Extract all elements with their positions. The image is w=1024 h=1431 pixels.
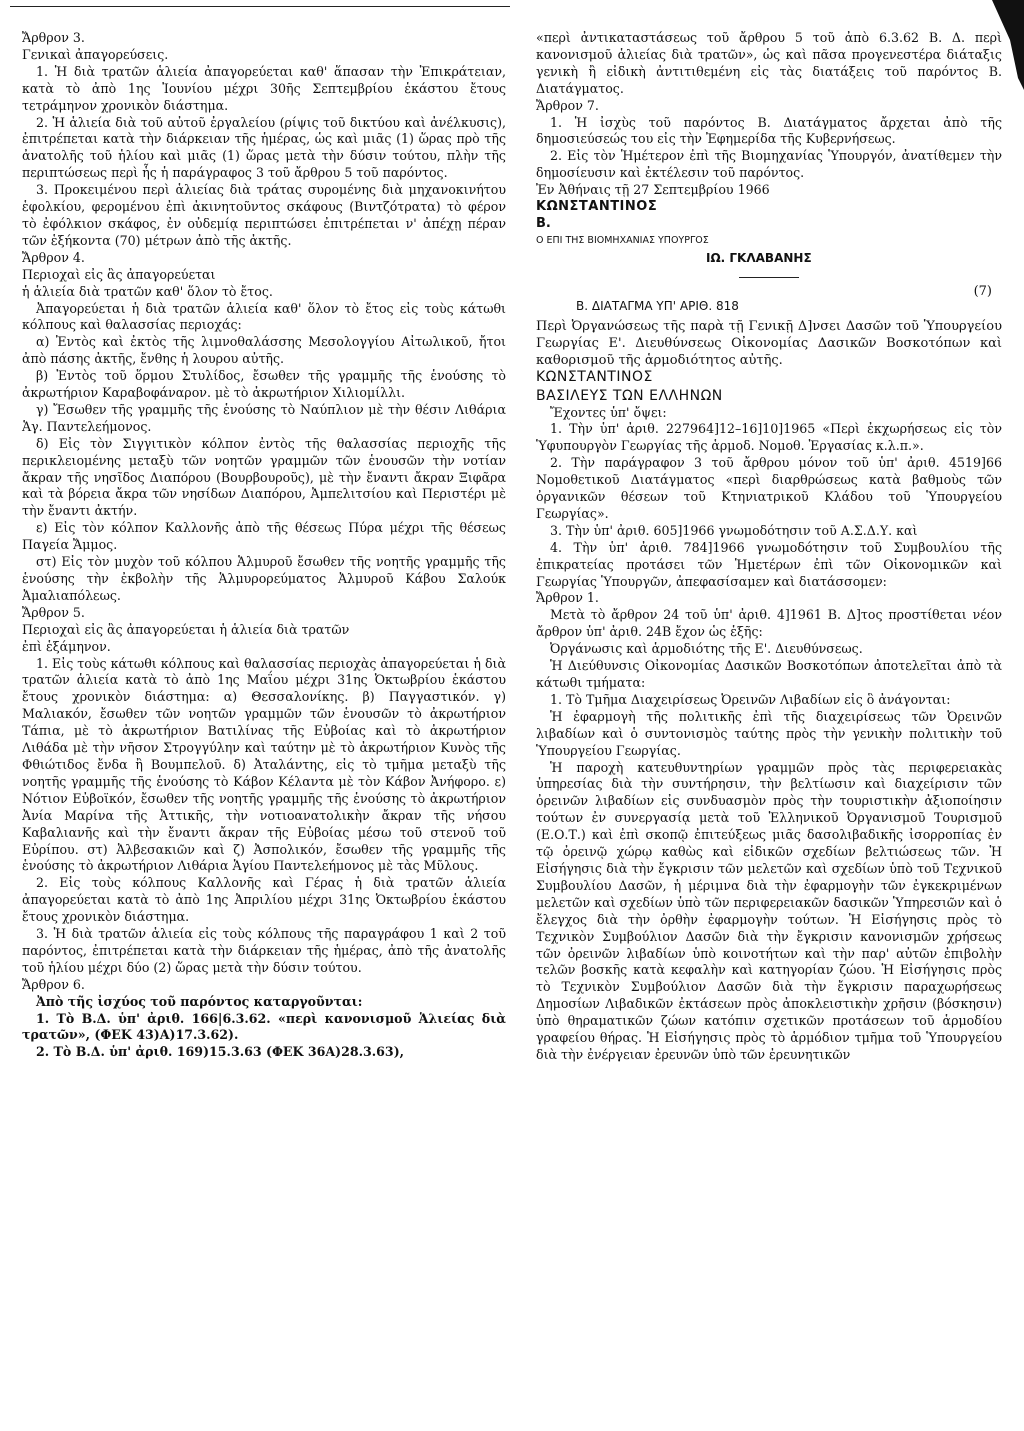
consideration-item: 1. Τὴν ὑπ' ἀριθ. 227964]12–16]10]1965 «Περὶ ἐκχωρήσεως εἰς τὸν Ὑφυπουργὸν Γεωργίας τῆς ἁρμοδ. Νομοθ. Ἐργασίας κ.λ.π.».	[536, 421, 1002, 454]
article-1-heading: Ἄρθρον 1.	[536, 590, 599, 606]
header-rule	[10, 6, 510, 7]
article-7-paragraph: 2. Εἰς τὸν Ἡμέτερον ἐπὶ τῆς Βιομηχανίας Ὑπουργόν, ἀνατίθεμεν τὴν δημοσίευσιν καὶ ἐκτέλεσιν τοῦ παρόντος.	[536, 148, 1002, 181]
decree-header	[536, 284, 1002, 318]
article-5-paragraph: 3. Ἡ διὰ τρατῶν ἁλιεία εἰς τοὺς κόλπους τῆς παραγράφου 1 καὶ 2 τοῦ παρόντος, ἐπιτρέπεται κατὰ τὴν διάρκειαν τῆς ἡμέρας, ἀπὸ τῆς ἀνατολῆς τοῦ ἡλίου μέχρι δύο (2) ὥρας μετὰ τὴν δύσιν τούτου.	[22, 926, 506, 975]
scan-edge-mark	[992, 0, 1024, 90]
article-6-item: 1. Τὸ Β.Δ. ὑπ' ἀριθ. 166|6.3.62. «περὶ κανονισμοῦ Ἁλιείας διὰ τρατῶν», (ΦΕΚ 43)Α)17.3.62).	[22, 1010, 506, 1043]
article-4-item: ε) Εἰς τὸν κόλπον Καλλονῆς ἀπὸ τῆς θέσεως Πύρα μέχρι τῆς θέσεως Παγεία Ἄμμος.	[22, 520, 506, 553]
article-7-paragraph: 1. Ἡ ἰσχὺς τοῦ παρόντος Β. Διατάγματος ἄρχεται ἀπὸ τῆς δημοσιεύσεώς του εἰς τὴν Ἐφημερίδα τῆς Κυβερνήσεως.	[536, 114, 1002, 147]
section-separator	[739, 277, 799, 278]
article-7-heading: Ἄρθρον 7.	[536, 97, 599, 113]
article-5-subheading: Περιοχαὶ εἰς ἃς ἀπαγορεύεται ἡ ἁλιεία διὰ τρατῶν	[22, 621, 350, 637]
article-3-paragraph: 3. Προκειμένου περὶ ἁλιείας διὰ τράτας συρομένης διὰ μηχανοκινήτου ἑφολκίου, φερομένου ἐπὶ ἀκινητοῦντος σκάφους (Βιντζότρατα) τὸ φέρον τὸ ἐφόλκιον σκάφος, ἐν οὐδεμίᾳ περιπτώσει ἐπιτρέπεται ν' ἀπέχῃ πέραν τῶν ἑξήκοντα (70) μέτρων ἀπὸ τῆς ἀκτῆς.	[22, 182, 506, 248]
article-4-subheading: Περιοχαὶ εἰς ἃς ἀπαγορεύεται	[22, 266, 216, 282]
article-6-subheading: Ἀπὸ τῆς ἰσχύος τοῦ παρόντος καταργοῦνται:	[36, 993, 363, 1009]
article-5-heading: Ἄρθρον 5.	[22, 604, 85, 620]
article-1-paragraph: 1. Τὸ Τμῆμα Διαχειρίσεως Ὀρεινῶν Λιβαδίων εἰς ὃ ἀνάγονται:	[550, 691, 951, 707]
article-6-heading: Ἄρθρον 6.	[22, 976, 85, 992]
article-1-paragraph: Ἡ ἐφαρμογὴ τῆς πολιτικῆς ἐπὶ τῆς διαχειρίσεως τῶν Ὀρεινῶν λιβαδίων καὶ ὁ συντονισμὸς ταύτης πρὸς τὴν γενικὴν πολιτικὴν τοῦ Ὑπουργείου Γεωργίας.	[536, 708, 1002, 758]
article-4-intro: Ἀπαγορεύεται ἡ διὰ τρατῶν ἁλιεία καθ' ὅλον τὸ ἔτος εἰς τοὺς κάτωθι κόλπους καὶ θαλασσίας περιοχάς:	[22, 300, 506, 333]
having-seen: Ἔχοντες ὑπ' ὄψει:	[550, 404, 667, 420]
signature-initial: Β.	[536, 215, 551, 231]
decree-number: (7)	[973, 283, 992, 299]
consideration-item: 2. Τὴν παράγραφον 3 τοῦ ἄρθρου μόνον τοῦ ὑπ' ἀριθ. 4519]66 Νομοθετικοῦ Διατάγματος «περὶ διαρθρώσεως κατὰ βαθμοὺς τῶν ὀργανικῶν θέσεων τοῦ Κτηνιατρικοῦ Κλάδου τοῦ Ὑπουργείου Γεωργίας».	[536, 455, 1002, 521]
article-4-item: δ) Εἰς τὸν Σιγγιτικὸν κόλπον ἐντὸς τῆς θαλασσίας περιοχῆς τῆς περικλειομένης μεταξὺ τῶν νοητῶν γραμμῶν τῶν ἑνουσῶν τὴν νοτίαν ἄκραν τῆς νησῖδος Διαπόρου (Βουρβουροῦς), μὲ τὴν ἔναντι ἄκραν Ξιφᾶρα καὶ τὰ βόρεια ἄκρα τῶν νησίδων Διαπόρου, Ἀμπελιτσίου καὶ Περιστέρι μὲ τὴν ἔναντι ἀκτήν.	[22, 435, 506, 519]
decree-subject: Περὶ Ὀργανώσεως τῆς παρὰ τῇ Γενικῇ Δ]νσει Δασῶν τοῦ Ὑπουργείου Γεωργίας Ε'. Διευθύνσεως Οἰκονομίας Δασικῶν Βοσκοτόπων καὶ καθορισμοῦ τῆς ἁρμοδιότητος αὐτῆς.	[536, 318, 1002, 368]
article-1-paragraph: Ἡ παροχὴ κατευθυντηρίων γραμμῶν πρὸς τὰς περιφερειακὰς ὑπηρεσίας διὰ τὴν συντήρησιν, τὴν βελτίωσιν καὶ διαχείρισιν τῶν ὀρεινῶν λιβαδίων εἰς συνδυασμὸν πρὸς τὴν τουριστικὴν ἀξιοποίησιν τούτων ἐν συνεργασίᾳ μετὰ τοῦ Ἑλληνικοῦ Ὀργανισμοῦ Τουρισμοῦ (Ε.Ο.Τ.) καὶ ἐπὶ σκοπῷ ἐπιτεύξεως μιᾶς δασολιβαδικῆς ἰσορροπίας ἐν τῷ ὀρεινῷ χώρῳ καθὼς καὶ εἰδικῶν σχεδίων βελτιώσεως τῶν. Ἡ Εἰσήγησις διὰ τὴν ἔγκρισιν τῶν μελετῶν καὶ σχεδίων ὑπὸ τοῦ Τεχνικοῦ Συμβουλίου Δασῶν, ἡ μέριμνα διὰ τὴν ἐφαρμογὴν τῶν ἐγκεκριμένων μελετῶν καὶ σχεδίων ὑπὸ τῶν περιφερειακῶν δασικῶν Ὑπηρεσιῶν καὶ ὁ ἔλεγχος διὰ τὴν ὀρθὴν ἐφαρμογὴν τούτων. Ἡ Εἰσήγησις πρὸς τὸ Τεχνικὸν Συμβούλιον Δασῶν διὰ τὴν ἔγκρισιν κανονισμῶν χρήσεως τῶν ὀρεινῶν λιβαδίων ὑπὸ κοινοτήτων καὶ τὴν παρ' αὐτῶν ἐπιβολὴν τελῶν βοσκῆς κατὰ κεφαλὴν καὶ κατηγορίαν ζώου. Ἡ Εἰσήγησις πρὸς τὸ Τεχνικὸν Συμβούλιον Δασῶν διὰ τὴν ἔγκρισιν παραχωρήσεως Δημοσίων Λιβαδικῶν ἐκτάσεων πρὸς ἀποκλειστικὴν χρῆσιν (βόσκησιν) ὑπὸ θηραματικῶν ζώων κατόπιν σχετικῶν προτάσεων τοῦ ἁρμοδίου γραφείου θήρας. Ἡ Εἰσήγησις πρὸς τὸ ἁρμόδιον τμῆμα τοῦ Ὑπουργείου διὰ τὴν ἐνέργειαν ἐρευνῶν ὑπὸ τῶν ἐρευνητικῶν	[536, 759, 1002, 1062]
article-3-paragraph: 1. Ἡ διὰ τρατῶν ἁλιεία ἀπαγορεύεται καθ' ἅπασαν τὴν Ἐπικράτειαν, κατὰ τὸ ἀπὸ 1ης Ἰουνίου μέχρι 30ῆς Σεπτεμβρίου ἑκάστου ἔτους τετράμηνον χρονικὸν διάστημα.	[22, 63, 506, 113]
article-4-subheading: ἡ ἁλιεία διὰ τρατῶν καθ' ὅλον τὸ ἔτος.	[22, 283, 273, 299]
right-column	[536, 30, 1002, 1064]
article-3-subheading: Γενικαὶ ἀπαγορεύσεις.	[22, 46, 169, 62]
article-4-item: α) Ἐντὸς καὶ ἐκτὸς τῆς λιμνοθαλάσσης Μεσολογγίου Αἰτωλικοῦ, ἤτοι ἀπὸ πάσης ἀκτῆς, ἔνθης ἡ λουρου αὐτῆς.	[22, 334, 506, 367]
article-4-item: στ) Εἰς τὸν μυχὸν τοῦ κόλπου Ἁλμυροῦ ἔσωθεν τῆς νοητῆς γραμμῆς τῆς ἑνούσης τὴν ἐκβολὴν τῆς Ἁλμυρορεύματος Ἀλμυροῦ Κάβου Σαλούκ Ἀμαλιαπόλεως.	[22, 554, 506, 603]
decree-title: Β. ΔΙΑΤΑΓΜΑ ΥΠ' ΑΡΙΘ. 818	[576, 298, 739, 313]
article-4-item: γ) Ἔσωθεν τῆς γραμμῆς τῆς ἑνούσης τὸ Ναύπλιον μὲ τὴν θέσιν Λιθάρια Ἁγ. Παντελεήμονος.	[22, 401, 506, 434]
article-3-heading: Ἄρθρον 3.	[22, 30, 85, 45]
date-line: Ἐν Ἀθήναις τῇ 27 Σεπτεμβρίου 1966	[536, 182, 770, 198]
continuation-text: «περὶ ἀντικαταστάσεως τοῦ ἄρθρου 5 τοῦ ἀπὸ 6.3.62 Β. Δ. περὶ κανονισμοῦ ἁλιείας διὰ τρατῶν», ὡς καὶ πᾶσα προγενεστέρα διάταξις γενικὴ ἢ εἰδικὴ ἀντιτιθεμένη εἰς τὰς διατάξεις τοῦ παρόντος Β. Διατάγματος.	[536, 30, 1002, 96]
consideration-item: 4. Τὴν ὑπ' ἀριθ. 784]1966 γνωμοδότησιν τοῦ Συμβουλίου τῆς ἐπικρατείας προτάσει τῶν Ἡμετέρων ἐπὶ τῶν Οἰκονομικῶν καὶ Γεωργίας Ὑπουργῶν, ἀπεφασίσαμεν καὶ διατάσσομεν:	[536, 539, 1002, 589]
article-1-paragraph: Ἡ Διεύθυνσις Οἰκονομίας Δασικῶν Βοσκοτόπων ἀποτελεῖται ἀπὸ τὰ κάτωθι τμήματα:	[536, 658, 1002, 690]
article-5-subheading: ἐπὶ ἑξάμηνον.	[22, 638, 111, 654]
article-3-paragraph: 2. Ἡ ἁλιεία διὰ τοῦ αὐτοῦ ἐργαλείου (ρίψις τοῦ δικτύου καὶ ἀνέλκυσις), ἐπιτρέπεται κατὰ τὴν διάρκειαν τῆς ἡμέρας, ὡς καὶ μιᾶς (1) ὥρας πρὸ τῆς ἀνατολῆς τοῦ ἡλίου καὶ μιᾶς (1) ὥρας μετὰ τὴν δύσιν τούτου, πλὴν τῆς περιπτώσεως περὶ ἧς ἡ παράγραφος 3 τοῦ ἄρθρου 5 τοῦ παρόντος.	[22, 114, 506, 181]
minister-name: ΙΩ. ΓΚΛΑΒΑΝΗΣ	[706, 250, 812, 265]
signature-king: ΚΩΝΣΤΑΝΤΙΝΟΣ	[536, 199, 658, 215]
consideration-item: 3. Τὴν ὑπ' ἀριθ. 605]1966 γνωμοδότησιν τοῦ Α.Σ.Δ.Υ. καὶ	[550, 522, 918, 538]
minister-title: Ο ΕΠΙ ΤΗΣ ΒΙΟΜΗΧΑΝΙΑΣ ΥΠΟΥΡΓΟΣ	[536, 234, 709, 246]
article-5-paragraph: 1. Εἰς τοὺς κάτωθι κόλπους καὶ θαλασσίας περιοχὰς ἀπαγορεύεται ἡ διὰ τρατῶν ἁλιεία κατὰ τὸ ἀπὸ 1ης Μαΐου μέχρι 31ης Ὀκτωβρίου ἑκάστου ἔτους χρονικὸν διάστημα: α) Θεσσαλονίκης. β) Παγγαστικόν. γ) Μαλιακόν, ἔσωθεν τῶν νοητῶν γραμμῶν τῶν ἑνουσῶν τὸ ἀκρωτήριον Τάπια, μὲ τὸ ἀκρωτήριον Βατιλίνας τῆς Εὐβοίας καὶ τὸ ἀκρωτήριον Λιθάδα μὲ τὴν νῆσον Στρογγύλην καὶ ταύτην μὲ τὸ ἀκρωτήριον Κυνὸς τῆς Φθιώτιδος ἔνδα ἢ Βουμπελοῦ. δ) Ἀταλάντης, εἰς τὸ τμῆμα μεταξὺ τῆς νοητῆς γραμμῆς τῆς ἑνούσης τὸ Κάβον Κέλαντα μὲ τὸν Κάβον Ἀνήφορο. ε) Νότιον Εὐβοϊκόν, ἔσωθεν τῆς νοητῆς γραμμῆς τῆς ἑνούσης τὸ ἀκρωτήριον Ἀνία Μαρίνα τῆς Ἀττικῆς, τὴν νοτιοανατολικὴν ἄκραν τῆς νήσου Καβαλιανῆς καὶ τὴν ἔναντι ἄκραν τῆς Εὐβοίας μέσω τοῦ στενοῦ τοῦ Εὐρίπου. στ) Ἀλβεσακιῶν καὶ ζ) Ἀσπολικόν, ἔσωθεν τῆς γραμμῆς τῆς ἑνούσης τὸ ἀκρωτήριον Λιθάρια Ἁγίου Παντελεήμονος μὲ τὰς Μῦλους.	[22, 655, 506, 874]
article-4-heading: Ἄρθρον 4.	[22, 249, 85, 265]
article-1-paragraph: Μετὰ τὸ ἄρθρον 24 τοῦ ὑπ' ἀριθ. 4]1961 Β. Δ]τος προστίθεται νέον ἄρθρον ὑπ' ἀριθ. 24Β ἔχον ὡς ἑξῆς:	[536, 607, 1002, 640]
article-5-paragraph: 2. Εἰς τοὺς κόλπους Καλλονῆς καὶ Γέρας ἡ διὰ τρατῶν ἁλιεία ἀπαγορεύεται κατὰ τὸ ἀπὸ 1ης Ἀπριλίου μέχρι 31ης Ὀκτωβρίου ἑκάστου ἔτους χρονικὸν διάστημα.	[22, 875, 506, 925]
left-column	[22, 30, 506, 1061]
article-4-item: β) Ἐντὸς τοῦ ὅρμου Στυλίδος, ἔσωθεν τῆς γραμμῆς τῆς ἑνούσης τὸ ἀκρωτήριον Καραβοφάναρον. μὲ τὸ ἀκρωτήριον Χιλιομίλλι.	[22, 368, 506, 401]
king-heading-title: ΒΑΣΙΛΕΥΣ ΤΩΝ ΕΛΛΗΝΩΝ	[536, 387, 723, 404]
article-6-item: 2. Τὸ Β.Δ. ὑπ' ἀριθ. 169)15.3.63 (ΦΕΚ 36Α)28.3.63),	[36, 1044, 405, 1060]
article-1-paragraph: Ὀργάνωσις καὶ ἁρμοδιότης τῆς Ε'. Διευθύνσεως.	[550, 641, 863, 657]
king-heading: ΚΩΝΣΤΑΝΤΙΝΟΣ	[536, 368, 653, 385]
